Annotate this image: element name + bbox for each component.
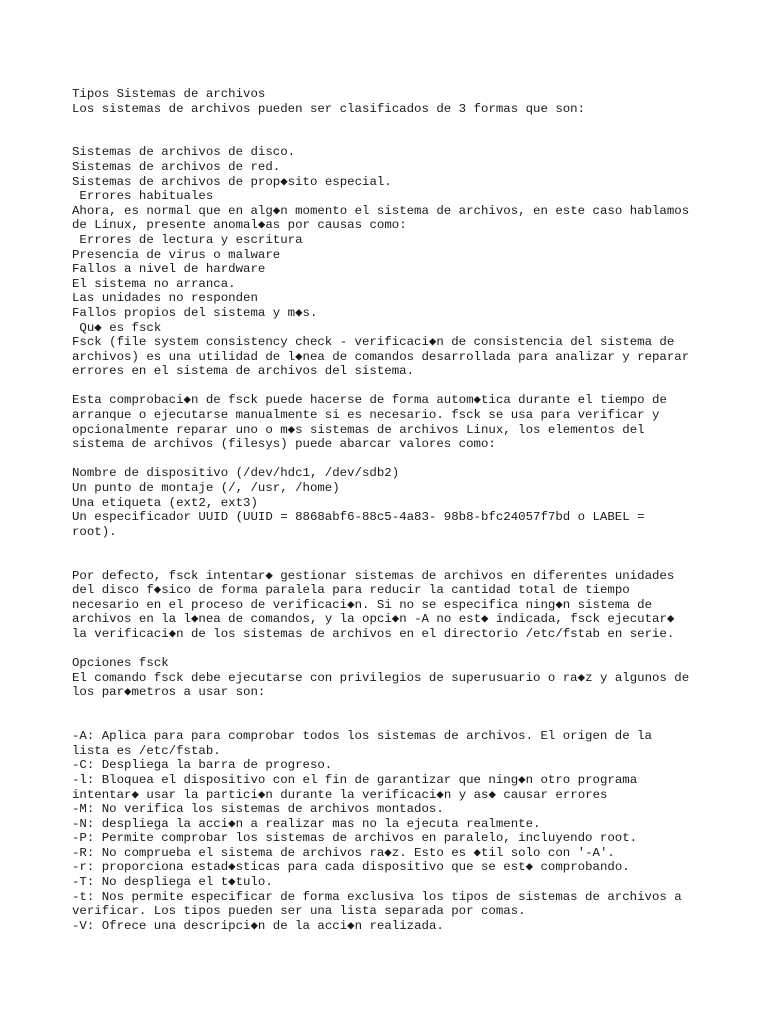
text-line: El sistema no arranca.: [72, 276, 236, 291]
text-line: archivos en la l◆nea de comandos, y la opci◆n -A no est◆ indicada, fsck ejecutar◆: [72, 612, 675, 627]
text-line: lista es /etc/fstab.: [72, 743, 221, 758]
text-line: -R: No comprueba el sistema de archivos ra◆z. Esto es ◆til solo con '-A'.: [72, 845, 615, 860]
text-line: Presencia de virus o malware: [72, 247, 281, 262]
blank-line: [72, 379, 712, 394]
text-line: -V: Ofrece una descripci◆n de la acci◆n realizada.: [72, 918, 444, 933]
text-line: Qu◆ es fsck: [72, 320, 162, 335]
text-line: opcionalmente reparar uno o m◆s sistemas de archivos Linux, los elementos del: [72, 422, 645, 437]
text-line: Un especificador UUID (UUID = 8868abf6-88c5-4a83- 98b8-bfc24057f7bd o LABEL =: [72, 510, 645, 525]
blank-line: [72, 116, 712, 131]
text-line: -M: No verifica los sistemas de archivos montados.: [72, 802, 444, 817]
text-line: -C: Despliega la barra de progreso.: [72, 758, 333, 773]
text-line: errores en el sistema de archivos del sistema.: [72, 364, 415, 379]
text-line: Nombre de dispositivo (/dev/hdc1, /dev/sdb2): [72, 466, 400, 481]
text-line: Fsck (file system consistency check - verificaci◆n de consistencia del sistema de: [72, 335, 675, 350]
text-line: -t: Nos permite especificar de forma exclusiva los tipos de sistemas de archivos a: [72, 889, 682, 904]
blank-line: [72, 131, 712, 146]
text-line: -P: Permite comprobar los sistemas de archivos en paralelo, incluyendo root.: [72, 831, 638, 846]
text-line: Fallos propios del sistema y m◆s.: [72, 305, 318, 320]
text-line: archivos) es una utilidad de l◆nea de comandos desarrollada para analizar y reparar: [72, 349, 690, 364]
document-page: [72, 87, 712, 933]
text-line: Tipos Sistemas de archivos: [72, 87, 266, 101]
text-line: intentar◆ usar la partici◆n durante la verificaci◆n y as◆ causar errores: [72, 787, 608, 802]
text-line: Opciones fsck: [72, 656, 169, 671]
blank-line: [72, 715, 712, 730]
text-line: -r: proporciona estad◆sticas para cada dispositivo que se est◆ comprobando.: [72, 860, 630, 875]
text-line: -N: despliega la acci◆n a realizar mas no la ejecuta realmente.: [72, 816, 541, 831]
text-line: Ahora, es normal que en alg◆n momento el sistema de archivos, en este caso hablamos: [72, 203, 690, 218]
text-line: Por defecto, fsck intentar◆ gestionar sistemas de archivos en diferentes unidades: [72, 568, 675, 583]
blank-line: [72, 642, 712, 657]
text-line: del disco f◆sico de forma paralela para reducir la cantidad total de tiempo: [72, 583, 630, 598]
text-line: -A: Aplica para para comprobar todos los sistemas de archivos. El origen de la: [72, 729, 652, 744]
text-line: sistema de archivos (filesys) puede abarcar valores como:: [72, 437, 496, 452]
text-line: los par◆metros a usar son:: [72, 685, 266, 700]
text-line: necesario en el proceso de verificaci◆n. Si no se especifica ning◆n sistema de: [72, 597, 653, 612]
blank-line: [72, 452, 712, 467]
text-line: root).: [72, 524, 117, 539]
text-line: Fallos a nivel de hardware: [72, 262, 266, 277]
text-line: -T: No despliega el t◆tulo.: [72, 875, 273, 890]
blank-line: [72, 554, 712, 569]
text-line: Una etiqueta (ext2, ext3): [72, 495, 258, 510]
text-line: de Linux, presente anomal◆as por causas como:: [72, 218, 407, 233]
text-line: -l: Bloquea el dispositivo con el fin de garantizar que ning◆n otro programa: [72, 772, 638, 787]
text-line: arranque o ejecutarse manualmente si es necesario. fsck se usa para verificar y: [72, 408, 660, 423]
text-line: El comando fsck debe ejecutarse con privilegios de superusuario o ra◆z y algunos de: [72, 670, 690, 685]
text-line: Sistemas de archivos de red.: [72, 159, 281, 174]
text-line: Errores habituales: [72, 189, 214, 204]
text-line: Errores de lectura y escritura: [72, 232, 303, 247]
text-line: Las unidades no responden: [72, 291, 258, 306]
text-line: Sistemas de archivos de prop◆sito especial.: [72, 174, 392, 189]
blank-line: [72, 539, 712, 554]
text-line: Un punto de montaje (/, /usr, /home): [72, 481, 340, 496]
text-line: Sistemas de archivos de disco.: [72, 145, 296, 160]
text-line: Esta comprobaci◆n de fsck puede hacerse de forma autom◆tica durante el tiempo de: [72, 393, 667, 408]
text-line: Los sistemas de archivos pueden ser clasificados de 3 formas que son:: [72, 101, 586, 116]
text-line: la verificaci◆n de los sistemas de archivos en el directorio /etc/fstab en serie.: [72, 626, 675, 641]
blank-line: [72, 700, 712, 715]
text-line: verificar. Los tipos pueden ser una lista separada por comas.: [72, 904, 526, 919]
